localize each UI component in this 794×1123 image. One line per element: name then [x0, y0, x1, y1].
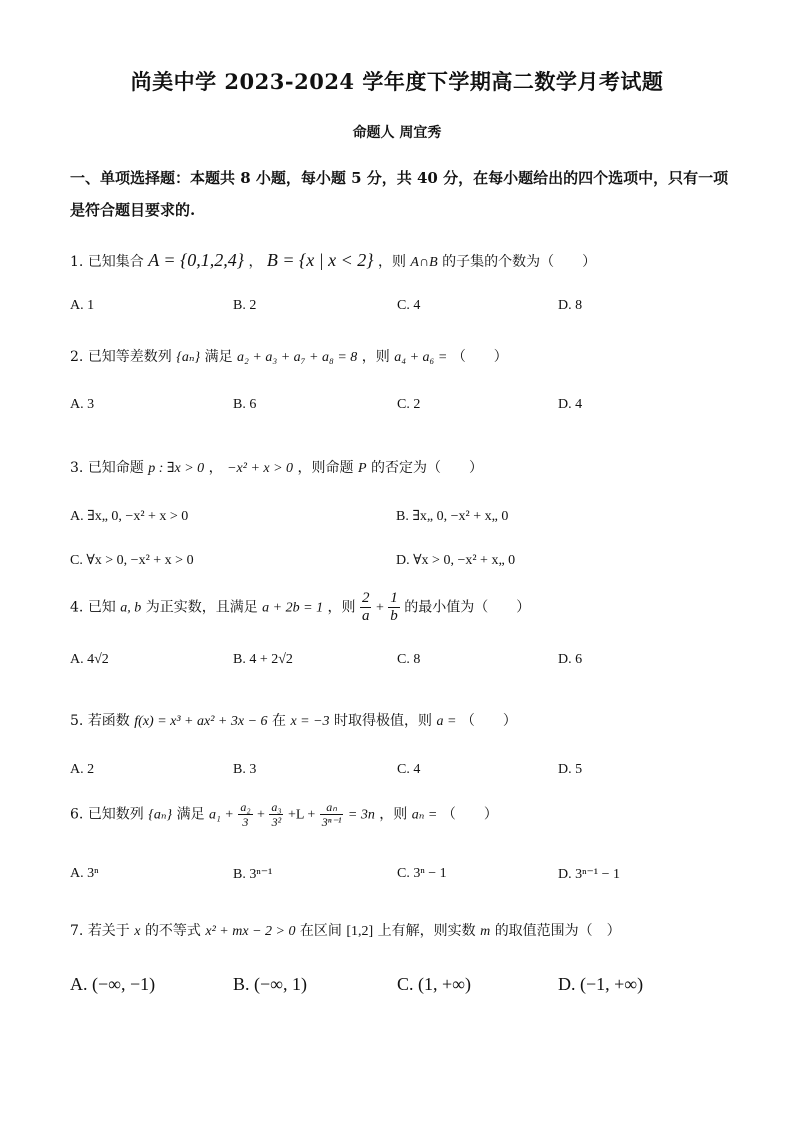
option-d[interactable]: D. 3ⁿ⁻¹ − 1	[558, 867, 621, 882]
question-text: 若关于	[87, 923, 130, 939]
question-4: 4. 已知 a, b 为正实数，且满足 a + 2b = 1 ，则 $\frac{2}{a}$ + $\frac{1}{b}$ 的最小值为（ ）	[70, 590, 531, 624]
question-text: ，则	[327, 599, 356, 616]
question-number: 2.	[70, 349, 84, 365]
question-text: （ ）	[441, 806, 498, 823]
question-text: （ ）	[451, 349, 508, 365]
question-text: 已知命题	[87, 460, 144, 476]
question-text: （ ）	[460, 713, 517, 729]
math-ask: a₄ + a₆ =	[394, 350, 448, 365]
question-number: 1.	[70, 254, 84, 270]
option-a[interactable]: A. 3ⁿ	[70, 866, 99, 881]
options-1	[70, 298, 750, 322]
question-text: 满足	[204, 349, 233, 365]
option-b[interactable]: B. 4 + 2√2	[233, 652, 293, 667]
options-7	[70, 974, 750, 998]
option-a[interactable]: A. 1	[70, 298, 95, 313]
option-b[interactable]: B. 3ⁿ⁻¹	[233, 867, 273, 882]
fraction-a2-over-3: $\frac{\text{a₂}}{3}$	[240, 800, 251, 829]
question-number: 7.	[70, 923, 84, 939]
question-number: 4.	[70, 599, 84, 616]
question-text: 满足	[176, 806, 205, 823]
option-a[interactable]: A. 4√2	[70, 652, 109, 667]
question-text: 已知等差数列	[87, 349, 172, 365]
question-text: 已知集合	[87, 254, 144, 270]
option-b[interactable]: B. 6	[233, 397, 257, 412]
question-text: ，则	[379, 806, 408, 823]
option-c[interactable]: C. 4	[397, 762, 421, 777]
question-text: 在区间	[299, 923, 342, 939]
fraction-a3-over-9: $\frac{\text{a₃}}{\text{3²}}$	[271, 800, 282, 829]
fraction-2-over-a: $\frac{2}{a}$	[361, 590, 370, 624]
math-set-a: A = {0,1,2,4}	[148, 250, 244, 270]
question-3	[70, 457, 750, 477]
options-6	[70, 866, 750, 890]
options-5	[70, 762, 750, 786]
math-func: f(x) = x³ + ax² + 3x − 6	[134, 714, 268, 729]
math-p: P	[357, 461, 367, 476]
option-b[interactable]: B. 2	[233, 298, 257, 313]
option-d[interactable]: D. 8	[558, 298, 583, 313]
option-c[interactable]: C. 2	[397, 397, 421, 412]
question-text: ，则	[377, 254, 406, 270]
option-d[interactable]: D. 6	[558, 652, 583, 667]
math-eq: = 3n	[347, 807, 375, 823]
question-text: 的取值范围为（ ）	[494, 923, 621, 939]
question-text: 上有解，则实数	[377, 923, 476, 939]
option-d[interactable]: D. ∀x > 0, −x² + x„ 0	[396, 553, 516, 568]
question-7	[70, 920, 750, 940]
math-cond: a + 2b = 1	[262, 600, 324, 616]
question-5	[70, 710, 750, 730]
option-a[interactable]: A. (−∞, −1)	[70, 974, 156, 994]
math-prop: p : ∃x > 0	[148, 461, 205, 476]
math-lead: a₁ +	[209, 807, 234, 823]
question-text: ，则	[361, 349, 390, 365]
math-ask: aₙ =	[411, 807, 438, 823]
question-text: 时取得极值，则	[334, 713, 432, 729]
question-6: 6. 已知数列 {aₙ} 满足 a₁ + $\frac{\text{a₂}}{3}$ + $\frac{\text{a₃}}{\text{3²}}$ +L + $\frac{\text{aₙ}}{\text{3ⁿ⁻¹}}$ = 3n ，则 aₙ = （ ）	[70, 800, 498, 829]
math-ineq: x² + mx − 2 > 0	[205, 924, 296, 939]
math-seq: {aₙ}	[148, 807, 173, 823]
question-text: 在	[271, 713, 286, 729]
question-number: 3.	[70, 460, 84, 476]
question-text: ，	[208, 460, 223, 476]
options-3cd	[70, 552, 750, 576]
question-text: 已知数列	[87, 806, 144, 823]
option-c[interactable]: C. 8	[397, 652, 421, 667]
question-1	[70, 250, 750, 271]
option-d[interactable]: D. 5	[558, 762, 583, 777]
exam-author: 命题人 周宜秀	[352, 125, 442, 141]
option-b[interactable]: B. ∃x„ 0, −x² + x„ 0	[396, 509, 509, 524]
math-ask: a =	[436, 714, 457, 729]
options-2	[70, 397, 750, 421]
question-text: ，	[248, 254, 263, 270]
math-interval: [1,2]	[346, 924, 374, 939]
option-b[interactable]: B. (−∞, 1)	[233, 974, 307, 994]
options-4	[70, 652, 750, 676]
math-m: m	[480, 924, 491, 939]
math-set-b: B = {x | x < 2}	[266, 250, 374, 270]
question-text: ，则命题	[297, 460, 354, 476]
math-seq: {aₙ}	[176, 350, 201, 365]
question-text: 的否定为（ ）	[370, 460, 483, 476]
math-point: x = −3	[290, 714, 330, 729]
option-c[interactable]: C. 3ⁿ − 1	[397, 866, 447, 881]
question-2	[70, 346, 750, 366]
option-a[interactable]: A. 2	[70, 762, 95, 777]
section-heading: 一、单项选择题：本题共 8 小题，每小题 5 分，共 40 分，在每小题给出的四个选项中，只有一项是符合题目要求的.	[70, 169, 729, 219]
question-text: 的不等式	[144, 923, 201, 939]
math-x: x	[134, 924, 141, 939]
math-cond: −x² + x > 0	[227, 461, 294, 476]
question-text: 已知	[87, 599, 116, 616]
option-a[interactable]: A. 3	[70, 397, 95, 412]
exam-title: 尚美中学 2023-2024 学年度下学期高二数学月考试题	[130, 69, 664, 94]
question-text: 的子集的个数为（ ）	[442, 254, 597, 270]
option-c[interactable]: C. 4	[397, 298, 421, 313]
question-number: 5.	[70, 713, 84, 729]
question-text: 为正实数，且满足	[145, 599, 258, 616]
option-d[interactable]: D. 4	[558, 397, 583, 412]
options-3ab	[70, 508, 750, 532]
math-cond: a₂ + a₃ + a₇ + a₈ = 8	[237, 350, 358, 365]
option-d[interactable]: D. (−1, +∞)	[558, 974, 644, 994]
option-c[interactable]: C. ∀x > 0, −x² + x > 0	[70, 553, 194, 568]
math-vars: a, b	[120, 600, 142, 616]
option-c[interactable]: C. (1, +∞)	[397, 974, 471, 994]
question-text: 若函数	[87, 713, 130, 729]
fraction-1-over-b: $\frac{1}{b}$	[390, 590, 398, 624]
question-text: 的最小值为（ ）	[404, 599, 531, 616]
option-b[interactable]: B. 3	[233, 762, 257, 777]
option-a[interactable]: A. ∃x„ 0, −x² + x > 0	[70, 509, 189, 524]
question-number: 6.	[70, 806, 84, 823]
math-expr: A∩B	[410, 255, 438, 270]
fraction-an-over-3n: $\frac{\text{aₙ}}{\text{3ⁿ⁻¹}}$	[321, 800, 342, 829]
